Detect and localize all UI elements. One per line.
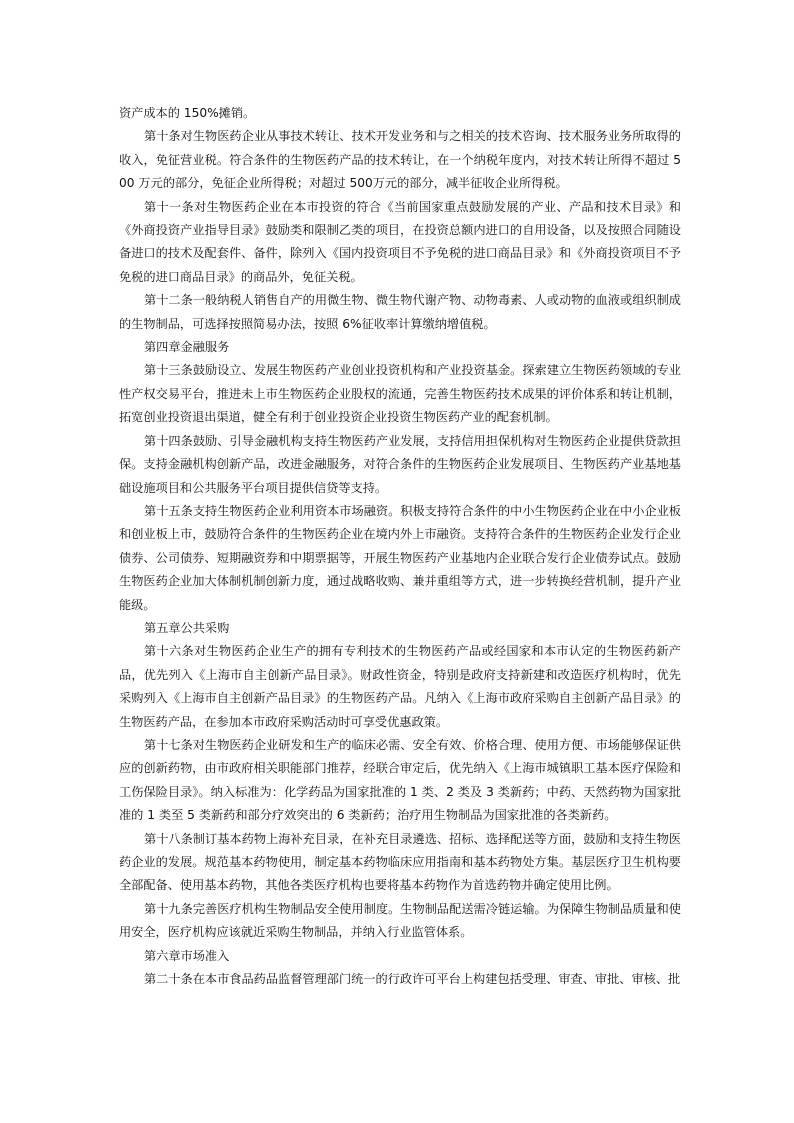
body-paragraph: 第十八条制订基本药物上海补充目录，在补充目录遴选、招标、选择配送等方面，鼓励和支持生物医药企业的发展。规范基本药物使用，制定基本药物临床应用指南和基本药物处方集。基层医疗卫生机构要全部配备、使用基本药物，其他各类医疗机构也要将基本药物作为首选药物并确定使用比例。 <box>119 831 681 893</box>
body-paragraph: 资产成本的 150%摊销。 <box>119 106 256 120</box>
body-paragraph: 第十七条对生物医药企业研发和生产的临床必需、安全有效、价格合理、使用方便、市场能够保证供应的创新药物，由市政府相关职能部门推荐，经联合审定后，优先纳入《上海市城镇职工基本医疗保险和工伤保险目录》。纳入标准为：化学药品为国家批准的 1 类、2 类及 3 类新药；中药、天然药物为国家批准的 1 类至 5 类新药和部分疗效突出的 6 类新药；治疗用生物制品为国家批准的各类新药。 <box>119 737 681 823</box>
chapter-heading: 第四章金融服务 <box>144 340 230 355</box>
body-paragraph: 第十三条鼓励设立、发展生物医药产业创业投资机构和产业投资基金。探索建立生物医药领域的专业性产权交易平台，推进未上市生物医药企业股权的流通，完善生物医药技术成果的评价体系和转让机制，拓宽创业投资退出渠道，健全有利于创业投资企业投资生物医药产业的配套机制。 <box>119 363 681 425</box>
body-paragraph: 第十六条对生物医药企业生产的拥有专利技术的生物医药产品或经国家和本市认定的生物医药新产品，优先列入《上海市自主创新产品目录》。财政性资金，特别是政府支持新建和改造医疗机构时，优先采购列入《上海市自主创新产品目录》的生物医药产品。凡纳入《上海市政府采购自主创新产品目录》的生物医药产品，在参加本市政府采购活动时可享受优惠政策。 <box>119 644 681 729</box>
document-page <box>119 102 681 991</box>
body-paragraph: 第十九条完善医疗机构生物制品安全使用制度。生物制品配送需冷链运输。为保障生物制品质量和使用安全，医疗机构应该就近采购生物制品，并纳入行业监管体系。 <box>119 901 681 940</box>
body-paragraph: 第二十条在本市食品药品监督管理部门统一的行政许可平台上构建包括受理、审查、审批、审核、批 <box>144 972 681 987</box>
body-paragraph: 第十二条一般纳税人销售自产的用微生物、微生物代谢产物、动物毒素、人或动物的血液或组织制成的生物制品，可选择按照简易办法，按照 6%征收率计算缴纳增值税。 <box>119 293 681 331</box>
body-paragraph: 第十四条鼓励、引导金融机构支持生物医药产业发展，支持信用担保机构对生物医药企业提供贷款担保。支持金融机构创新产品，改进金融服务，对符合条件的生物医药企业发展项目、生物医药产业基地基础设施项目和公共服务平台项目提供信贷等支持。 <box>119 433 681 495</box>
chapter-heading: 第六章市场准入 <box>144 948 230 963</box>
body-paragraph: 第十五条支持生物医药企业利用资本市场融资。积极支持符合条件的中小生物医药企业在中小企业板和创业板上市，鼓励符合条件的生物医药企业在境内外上市融资。支持符合条件的生物医药企业发行企业债券、公司债券、短期融资券和中期票据等，开展生物医药产业基地内企业联合发行企业债券试点。鼓励生物医药企业加大体制机制创新力度，通过战略收购、兼并重组等方式，进一步转换经营机制，提升产业能级。 <box>119 503 681 612</box>
chapter-heading: 第五章公共采购 <box>144 620 230 635</box>
body-paragraph: 第十一条对生物医药企业在本市投资的符合《当前国家重点鼓励发展的产业、产品和技术目录》和《外商投资产业指导目录》鼓励类和限制乙类的项目，在投资总额内进口的自用设备，以及按照合同随设备进口的技术及配套件、备件，除列入《国内投资项目不予免税的进口商品目录》和《外商投资项目不予免税的进口商品目录》的商品外，免征关税。 <box>119 199 681 284</box>
body-paragraph: 第十条对生物医药企业从事技术转让、技术开发业务和与之相关的技术咨询、技术服务业务所取得的收入，免征营业税。符合条件的生物医药产品的技术转让，在一个纳税年度内，对技术转让所得不超过 500 万元的部分，免征企业所得税；对超过 500万元的部分，减半征收企业所得税。 <box>119 129 681 191</box>
